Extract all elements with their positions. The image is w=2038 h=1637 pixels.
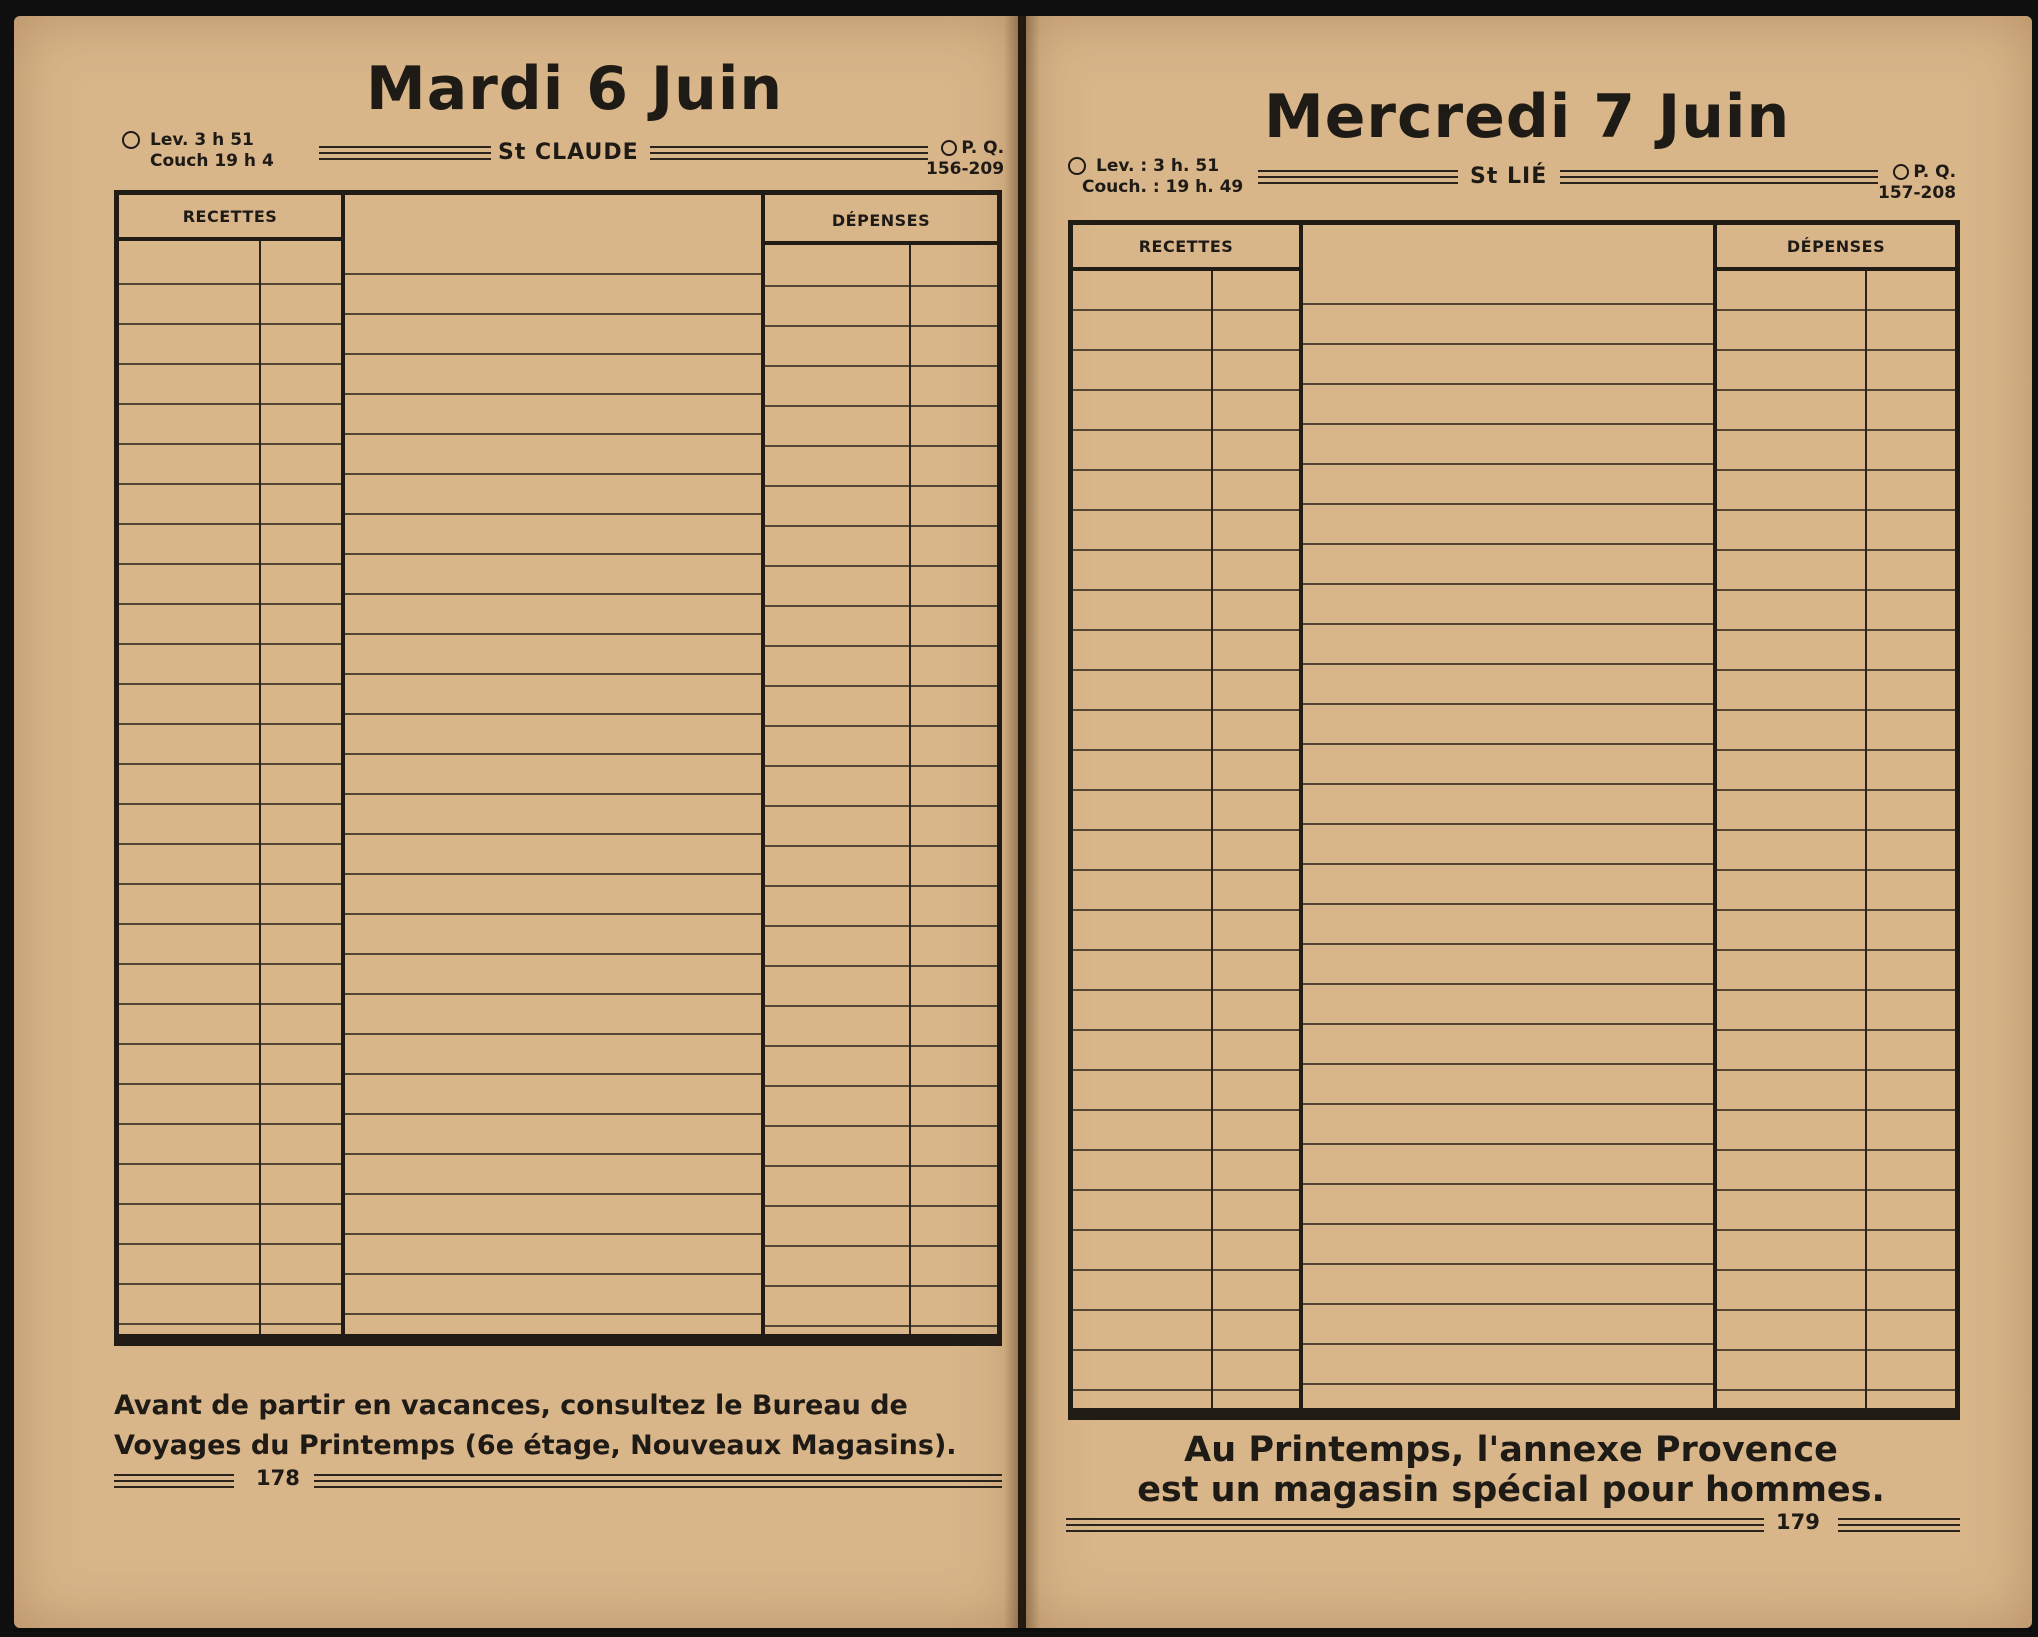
left-footer-line1: Avant de partir en vacances, consultez le Bureau de [114, 1390, 908, 1421]
left-pagenum-rule-b [314, 1474, 1002, 1488]
expenses-header-rule [765, 241, 997, 245]
left-ledger-table [114, 190, 1002, 1346]
left-footer-ad [114, 1386, 957, 1466]
right-saint-rule-a [1258, 170, 1458, 184]
left-moon-days: 156-209 [926, 159, 1005, 179]
right-expenses-header: DÉPENSES [1786, 237, 1886, 256]
right-receipts-header: RECETTES [1138, 237, 1234, 256]
left-page-number: 178 [256, 1466, 300, 1490]
left-sun-times [122, 130, 274, 172]
left-moon-phase: P. Q. [961, 138, 1005, 158]
right-sun-times [1068, 156, 1243, 198]
left-receipts-lines [119, 245, 341, 1334]
right-page-number: 179 [1776, 1510, 1820, 1534]
left-saint-rule-b [650, 146, 928, 160]
left-saint-name: St CLAUDE [498, 140, 639, 165]
right-pagenum-rule-b [1838, 1518, 1960, 1532]
left-expenses-lines [765, 247, 997, 1334]
right-ledger-table [1068, 220, 1960, 1420]
right-saint-rule-b [1560, 170, 1878, 184]
right-saint-name: St LIÉ [1470, 164, 1548, 189]
right-moon-info [1878, 162, 1956, 204]
left-expenses-header: DÉPENSES [831, 211, 931, 230]
moon-phase-icon [941, 140, 957, 156]
right-moon-days: 157-208 [1878, 183, 1957, 203]
right-footer-line1: Au Printemps, l'annexe Provence [1184, 1430, 1838, 1470]
left-page [14, 16, 1018, 1628]
left-receipts-header: RECETTES [182, 207, 278, 226]
left-sun-set: Couch 19 h 4 [150, 151, 274, 171]
right-receipts-lines [1073, 271, 1299, 1408]
right-page-title: Mercredi 7 Juin [1264, 82, 1791, 152]
book-gutter [1004, 16, 1040, 1628]
left-saint-rule-a [319, 146, 491, 160]
right-description-lines [1303, 265, 1713, 1408]
right-pagenum-rule-a [1066, 1518, 1764, 1532]
receipts-header-rule [119, 237, 341, 241]
left-sun-rise: Lev. 3 h 51 [150, 130, 254, 150]
right-sun-rise: Lev. : 3 h. 51 [1096, 156, 1220, 176]
left-description-lines [345, 235, 761, 1334]
right-page [1026, 16, 2032, 1628]
left-footer-line2: Voyages du Printemps (6e étage, Nouveaux Magasins). [114, 1430, 957, 1461]
right-moon-phase: P. Q. [1913, 162, 1957, 182]
right-expenses-lines [1717, 271, 1955, 1408]
left-moon-info [926, 138, 1004, 180]
left-page-title: Mardi 6 Juin [366, 54, 784, 124]
left-pagenum-rule-a [114, 1474, 234, 1488]
right-sun-set: Couch. : 19 h. 49 [1082, 177, 1244, 197]
agenda-spread [14, 16, 2032, 1632]
moon-phase-icon [1893, 164, 1909, 180]
right-footer-ad [1066, 1430, 1956, 1510]
sun-icon [122, 131, 140, 149]
sun-icon [1068, 157, 1086, 175]
right-footer-line2: est un magasin spécial pour hommes. [1137, 1470, 1885, 1510]
